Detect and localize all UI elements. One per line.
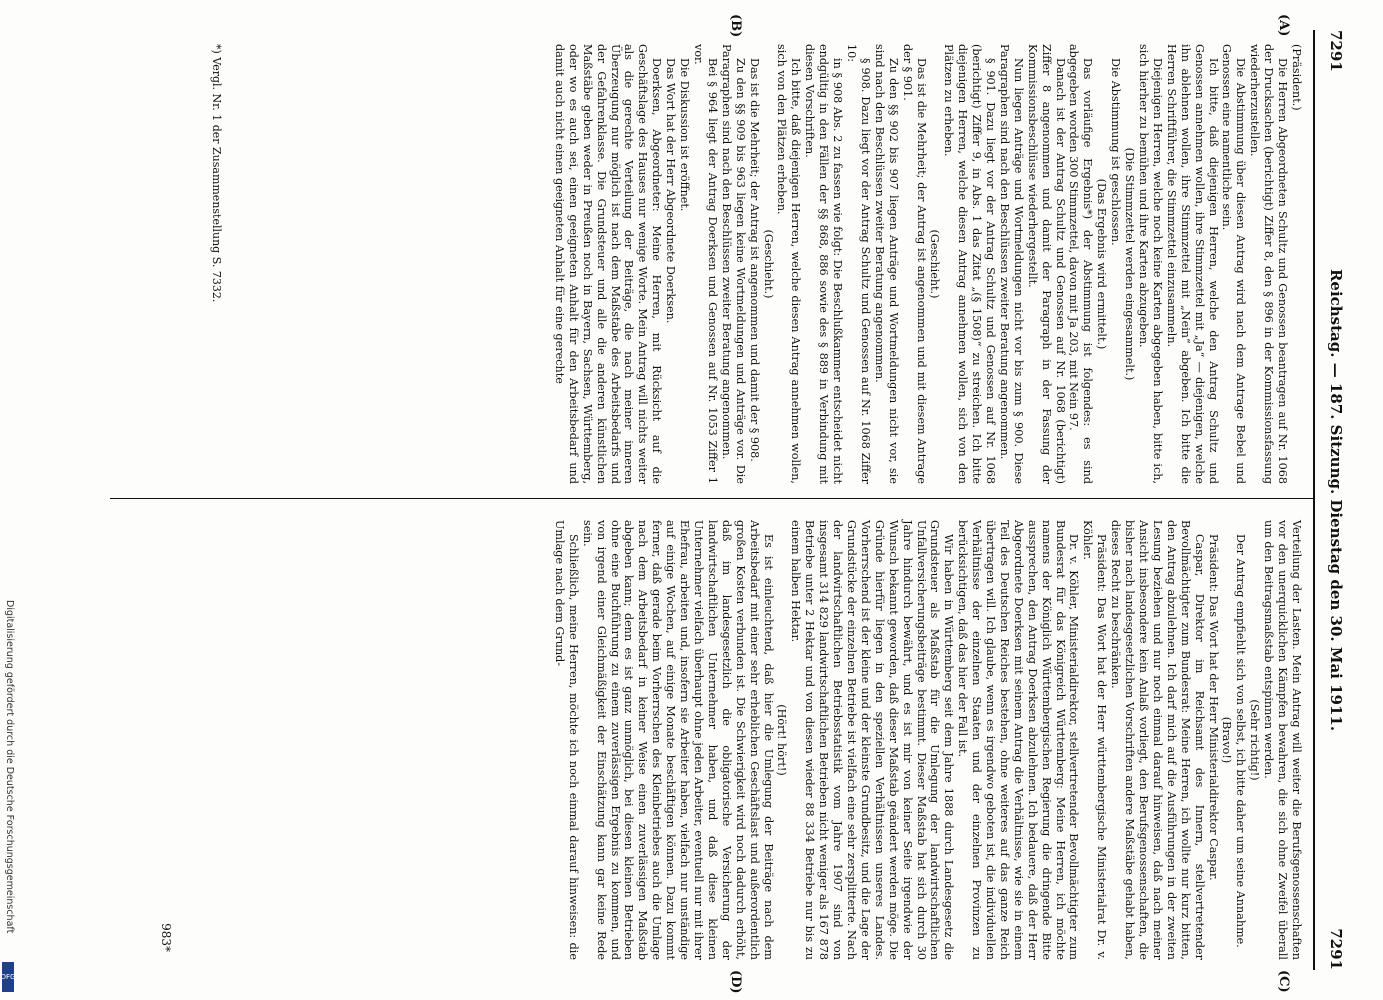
left-column	[552, 44, 1303, 484]
paragraph: Die Diskussion ist eröffnet.	[678, 58, 692, 212]
margin-mark-a: (A)	[1276, 14, 1291, 37]
margin-mark-b: (B)	[728, 14, 743, 38]
paragraph: Ich bitte, daß diejenigen Herren, welche den Antrag Schultz und Genossen annehmen wollen, ihre Stimmzettel mit „Ja“ — diejenigen, welche ihn ablehnen wollen, ihre Stimmzettel mit „Nein“ abgeben. Ich bitte die Herren Schriftführer, die Stimmzettel einzusammeln.	[1164, 44, 1220, 484]
paragraph: Dr. v. Köhler, Ministerialdirektor, stellvertretender Bevollmächtigter zum Bundesrat für das Königreich Württemberg: Meine Herren, ich möchte namens der Königlich Württembergischen Regierung die dringende Bitte aussprechen, den Antrag Doerksen abzulehnen. Ich bedauere, daß der Herr Abgeordnete Doerksen mit seinem Antrag die Verhältnisse, wie sie in einem Teil des Deutschen Reiches bestehen, ohne weiteres auf das ganze Reich übertragen will. Ich glaube, wenn es irgendwo geboten ist, die individuellen Verhältnisse der einzelnen Staaten und der einzelnen Provinzen zu berücksichtigen, daß das hier der Fall ist.	[956, 520, 1081, 960]
paragraph: Die Abstimmung ist geschlossen.	[1109, 58, 1123, 246]
page-number-bottom: 983*	[159, 923, 173, 952]
paragraph: Diejenigen Herren, welche noch keine Karten abgegeben haben, bitte ich, sich hierher zu bemühen und ihre Karten abzugeben.	[1137, 44, 1164, 484]
paragraph: (Die Stimmzettel werden eingesammelt.)	[1123, 147, 1137, 381]
paragraph: Das ist die Mehrheit; der Antrag ist angenommen und mit diesem Antrage der § 901.	[900, 44, 928, 484]
paragraph: Caspar, Direktor im Reichsamt des Innern, stellvertretender Bevollmächtigter zum Bundesrat: Meine Herren, ich wollte nur kurz bitten, den Antrag abzulehnen. Ich darf mich auf die Ausführungen in der zweiten Lesung beziehen und nur noch einmal darauf hinweisen, daß nach meiner Ansicht insbesondere kein Anlaß vorliegt, den Berufsgenossenschaften, die bisher nach landesgesetzlichen Vorschriften andere Maßstäbe gehabt haben, dieses Recht zu beschränken.	[1109, 520, 1206, 960]
paragraph: Die Herren Abgeordneten Schultz und Genossen beantragen auf Nr. 1068 der Drucksachen (berichtigt) Ziffer 8, den § 896 in der Kommissionsfassung wiederherzustellen.	[1248, 44, 1290, 484]
paragraph: Bei § 964 liegt der Antrag Doerksen und Genossen auf Nr. 1053 Ziffer 1 vor.	[692, 44, 719, 484]
page-header	[1321, 30, 1345, 970]
paragraph: Präsident: Das Wort hat der Herr württembergische Ministerialrat Dr. v. Köhler.	[1081, 520, 1109, 960]
page-number-top-right: 7291	[1327, 928, 1345, 970]
paragraph: Es ist einleuchtend, daß hier die Umlegung der Beiträge nach dem Arbeitsbedarf mit einer sehr erheblichen Geschäftslast und außerordentlich großen Kosten verbunden ist. Die Schwierigkeit wird noch dadurch erhöht, daß im landesgesetzlich die obligatorische Versicherung der landwirtschaftlichen Unternehmer haben, und daß diese kleinen Unternehmer vielfach überhaupt ohne jeden Arbeiter, eventuell nur mit ihrer Ehefrau, arbeiten und, insofern sie Arbeiter haben, vielfach nur unständige auf einige Wochen, auf einige Monate beschäftigen können. Dazu kommt ferner, daß gerade beim Vorherrschen des Kleinbetriebes auch die Umlage nach dem Arbeitsbedarf in keiner Weise einen zuverlässigen Maßstab abgeben kann; denn es ist ganz unmöglich, bei diesen kleinen Betrieben ohne eine Buchführung zu einem zuverlässigen Ergebnis zu kommen, und von irgend einer Gleichmäßigkeit der Einschätzung kann gar keine Rede sein.	[580, 520, 775, 960]
paragraph: Das vorläufige Ergebnis*) der Abstimmung ist folgendes: es sind abgegeben worden 300 Stimmzettel, davon mit Ja 203, mit Nein 97.	[1067, 44, 1095, 484]
paragraph: (Das Ergebnis wird ermittelt.)	[1095, 178, 1109, 350]
paragraph: Das ist die Mehrheit; der Antrag ist angenommen und damit der § 908.	[747, 58, 761, 462]
footnote: *) Vergl. Nr. 1 der Zusammenstellung S. 7332.	[210, 44, 223, 303]
dfg-logo: DFG	[2, 962, 14, 992]
paragraph: Ich bitte, daß diejenigen Herren, welche diesen Antrag annehmen wollen, sich von den Plätzen erheben.	[775, 44, 803, 484]
paragraph: in § 908 Abs. 2 zu fassen wie folgt: Die Beschlußkammer entscheidet nicht endgültig in den Fällen der §§ 868, 886 sowie des § 889 in Verbindung mit diesen Vorschriften.	[803, 44, 845, 484]
paragraph: (Bravo!)	[1220, 716, 1234, 764]
column-divider	[110, 498, 1313, 499]
right-column	[552, 520, 1303, 960]
page-number-top-left: 7291	[1327, 30, 1345, 72]
paragraph: (Geschieht.)	[928, 229, 942, 299]
paragraph: (Präsident.)	[1290, 44, 1303, 111]
paragraph: Schließlich, meine Herren, möchte ich noch einmal darauf hinweisen: die Umlage nach dem Grund-	[552, 520, 580, 960]
paragraph: Doerksen, Abgeordneter: Meine Herren, mit Rücksicht auf die Geschäftslage des Hauses nur wenige Worte. Mein Antrag will nichts weiter als die gerechte Verteilung der Beiträge, die nach meiner inneren Überzeugung nur möglich ist nach dem Maßstabe des Arbeitsbedarfs und der Gefahrenklasse. Die Grundsteuer und alle die anderen künstlichen Maßstäbe geben weder in Preußen noch in Bayern, Sachsen, Württemberg, oder wo es auch sei, einen geeigneten Anhalt für den Arbeitsbedarf und damit auch nicht einen geeigneten Anhalt für eine gerechte	[552, 44, 664, 484]
paragraph: Die Abstimmung über diesen Antrag wird nach dem Antrage Bebel und Genossen eine namentliche sein.	[1220, 44, 1248, 484]
header-rule	[1313, 30, 1315, 970]
paragraph: Nun liegen Anträge und Wortmeldungen nicht vor bis zum § 900. Diese Paragraphen sind nach den Beschlüssen zweiter Beratung angenommen.	[997, 44, 1025, 484]
paragraph: Der Antrag empfiehlt sich von selbst, ich bitte daher um seine Annahme.	[1234, 534, 1248, 948]
paragraph: § 908. Dazu liegt vor der Antrag Schultz und Genossen auf Nr. 1068 Ziffer 10:	[845, 44, 872, 484]
margin-mark-d: (D)	[728, 970, 743, 994]
paragraph: Verteilung der Lasten. Mein Antrag will weiter die Berufsgenossenschaften vor den unerquicklichen Kämpfen bewahren, die sich ohne Zweifel überall um den Beitragsmaßstab entspinnen werden.	[1262, 520, 1303, 960]
paragraph: Zu den §§ 909 bis 963 liegen keine Wortmeldungen und Anträge vor. Die Paragraphen sind nach den Beschlüssen zweiter Beratung angenommen.	[719, 44, 747, 484]
paragraph: (Sehr richtig!)	[1248, 699, 1262, 781]
paragraph: § 901. Dazu liegt vor der Antrag Schultz und Genossen auf Nr. 1068 (berichtigt) Ziffer 9, in Abs. 1 das Zitat „(§ 1508)“ zu streichen. Ich bitte diejenigen Herren, welche diesen Antrag annehmen wollen, sich von den Plätzen zu erheben.	[942, 44, 998, 484]
digitization-credit	[1, 600, 15, 1000]
paragraph: Danach ist der Antrag Schultz und Genossen auf Nr. 1068 (berichtigt) Ziffer 8 angenommen und damit der Paragraph in der Fassung der Kommissionsbeschlüsse wiederhergestellt.	[1025, 44, 1067, 484]
session-title: Reichstag. — 187. Sitzung. Dienstag den 30. Mai 1911.	[1327, 268, 1345, 732]
paragraph: Das Wort hat der Herr Abgeordnete Doerksen.	[664, 58, 678, 324]
paragraph: (Geschieht.)	[761, 229, 775, 299]
paragraph: Zu den §§ 902 bis 907 liegen Anträge und Wortmeldungen nicht vor, sie sind nach den Beschlüssen zweiter Beratung angenommen.	[872, 44, 900, 484]
paragraph: Präsident: Das Wort hat der Herr Ministerialdirektor Caspar.	[1206, 534, 1220, 881]
paragraph: (Hört! hört!)	[775, 704, 789, 776]
margin-mark-c: (C)	[1276, 970, 1291, 993]
digitization-credit-text: Digitalisierung gefördert durch die Deutsche Forschungsgemeinschaft	[4, 600, 15, 934]
paragraph: Wir haben in Württemberg seit dem Jahre 1888 durch Landesgesetz die Grundsteuer als Maßstab für die Umlegung der landwirtschaftlichen Unfallversicherungsbeiträge bestimmt. Dieser Maßstab hat sich durch 30 Jahre hindurch bewährt, und es ist mir von keiner Seite irgendwie der Wunsch bekannt geworden, daß dieser Maßstab geändert werden möge. Die Gründe hierfür liegen in den speziellen Verhältnissen unseres Landes. Vorherrschend ist der kleine und der kleinste Grundbesitz, und die Lage der Grundstücke der einzelnen Betriebe ist vielfach eine sehr zersplitterte. Nach der landwirtschaftlichen Betriebsstatistik vom Jahre 1907 sind von insgesamt 314 829 landwirtschaftlichen Betrieben nicht weniger als 167 878 Betriebe unter 2 Hektar und von diesen wieder 88 334 Betriebe nur bis zu einem halben Hektar.	[789, 520, 956, 960]
